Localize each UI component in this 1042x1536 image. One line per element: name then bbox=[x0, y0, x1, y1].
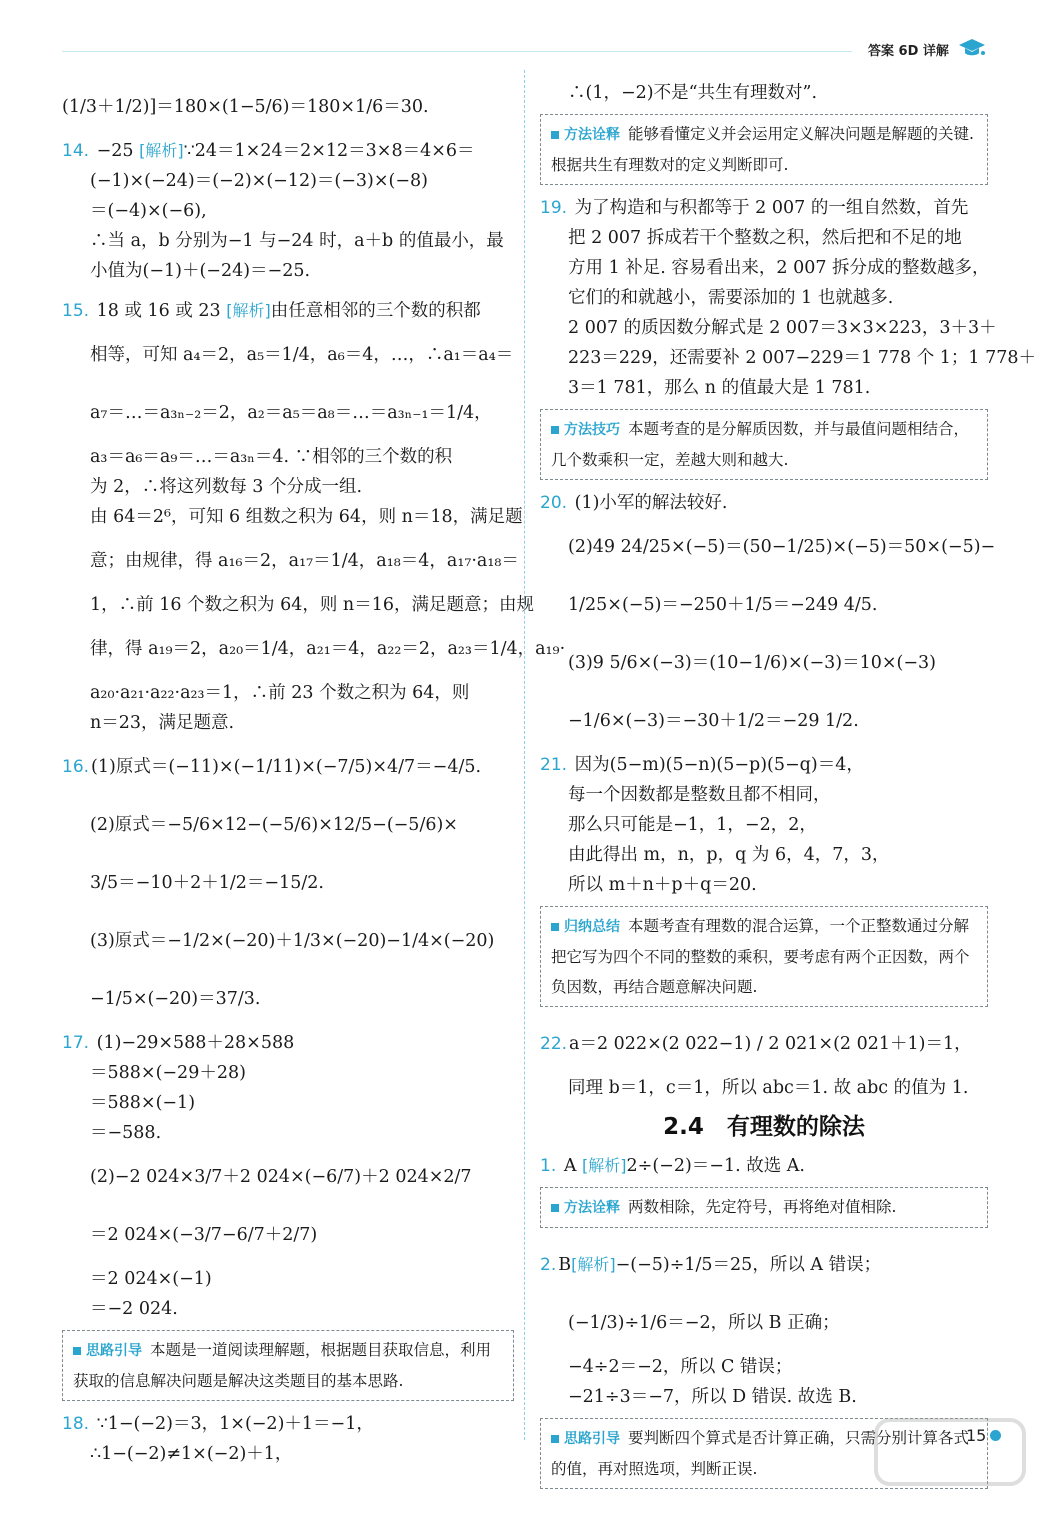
answer-line: 它们的和就越小，需要添加的 1 也就越多. bbox=[568, 288, 894, 308]
answer-line: a₃＝a₆＝a₉＝…＝a₃ₙ＝4. ∵相邻的三个数的积 bbox=[90, 447, 453, 467]
answer-line: ＝2 024×(−3/7−6/7＋2/7) bbox=[90, 1225, 318, 1245]
question-number: 15. bbox=[62, 301, 90, 321]
section-title: 2.4 有理数的除法 bbox=[663, 1114, 865, 1140]
answer-line: ＝(−4)×(−6), bbox=[90, 201, 207, 221]
answer-line: ∴当 a，b 分别为−1 与−24 时，a＋b 的值最小，最 bbox=[90, 231, 504, 251]
answer-line: 由 64＝2⁶，可知 6 组数之积为 64，则 n＝18，满足题 bbox=[90, 507, 523, 527]
answer-line: 把 2 007 拆成若干个整数之积，然后把和不足的地 bbox=[568, 228, 962, 248]
answer-line: 相等，可知 a₄＝2，a₅＝1/4，a₆＝4，…，∴a₁＝a₄＝ bbox=[90, 345, 514, 365]
analysis-tag: [解析] bbox=[571, 1255, 616, 1274]
tip-box bbox=[62, 1330, 514, 1401]
tip-box bbox=[540, 114, 988, 185]
answer-line: 方用 1 补足. 容易看出来，2 007 拆分成的整数越多， bbox=[568, 258, 990, 278]
q16-line bbox=[62, 738, 514, 796]
answer-line: 3＝1 781，那么 n 的值最大是 1 781. bbox=[568, 378, 871, 398]
answer-line: 3/5＝−10＋2＋1/2＝−15/2. bbox=[90, 873, 324, 893]
answer-line: ＝−588. bbox=[90, 1123, 162, 1143]
page-dot-icon bbox=[990, 1430, 1001, 1441]
analysis-tag: [解析] bbox=[226, 301, 271, 320]
answer-line: ∴(1，−2)不是“共生有理数对”. bbox=[568, 83, 818, 103]
answer-line: a₂₀·a₂₁·a₂₂·a₂₃＝1，∴前 23 个数之积为 64，则 bbox=[90, 683, 470, 703]
square-icon bbox=[551, 923, 559, 931]
answer-text: 因为(5−m)(5−n)(5−p)(5−q)＝4， bbox=[574, 755, 864, 775]
answer-text: −(−5)÷1/5＝25，所以 A 错误； bbox=[615, 1255, 882, 1275]
answer-line: (3)原式＝−1/2×(−20)＋1/3×(−20)−1/4×(−20) bbox=[90, 931, 495, 951]
answer-line: 同理 b＝1，c＝1，所以 abc＝1. 故 abc 的值为 1. bbox=[568, 1078, 969, 1098]
answer-line: ∴1−(−2)≠1×(−2)＋1， bbox=[90, 1444, 293, 1464]
answer-line: ＝588×(−1) bbox=[90, 1093, 196, 1113]
tip-box bbox=[540, 409, 988, 480]
tip-text: 本题考查有理数的混合运算，一个正整数通过分解把它写为四个不同的整数的乘积，要考虑有两个正因数，两个负因数，再结合题意解决问题. bbox=[551, 917, 970, 996]
question-number: 19. bbox=[540, 198, 568, 218]
answer-line: (3)9 5/6×(−3)＝(10−1/6)×(−3)＝10×(−3) bbox=[568, 653, 937, 673]
header-rule bbox=[62, 51, 852, 52]
answer-value: −25 bbox=[96, 141, 134, 161]
answer-line: 为 2，∴将这列数每 3 个分成一组. bbox=[90, 477, 363, 497]
answer-text: 由任意相邻的三个数的积都 bbox=[270, 301, 481, 321]
answer-line: 小值为(−1)＋(−24)＝−25. bbox=[90, 261, 311, 281]
answer-line: 律，得 a₁₉＝2，a₂₀＝1/4，a₂₁＝4，a₂₂＝2，a₂₃＝1/4，a₁₉· bbox=[90, 639, 566, 659]
column-divider bbox=[524, 70, 525, 1440]
question-number: 1. bbox=[540, 1156, 557, 1176]
tip-tag-label: 归纳总结 bbox=[564, 919, 620, 935]
answer-line: (1/3＋1/2)]＝180×(1−5/6)＝180×1/6＝30. bbox=[62, 97, 429, 117]
tip-tag bbox=[551, 1193, 620, 1223]
answer-line: −1/5×(−20)＝37/3. bbox=[90, 989, 261, 1009]
answer-line: 意；由规律，得 a₁₆＝2，a₁₇＝1/4，a₁₈＝4，a₁₇·a₁₈＝ bbox=[90, 551, 519, 571]
answer-line: (2)−2 024×3/7＋2 024×(−6/7)＋2 024×2/7 bbox=[90, 1167, 472, 1187]
page-number: 15 bbox=[966, 1426, 987, 1445]
question-number: 16. bbox=[62, 757, 90, 777]
answer-line: (−1/3)÷1/6＝−2，所以 B 正确； bbox=[568, 1313, 840, 1333]
tip-tag bbox=[551, 120, 620, 150]
answer-value: A bbox=[563, 1156, 577, 1176]
watermark-logo bbox=[860, 1412, 1040, 1530]
answer-line: 每一个因数都是整数且都不相同， bbox=[568, 785, 831, 805]
answer-line: 223＝229，还需要补 2 007−229＝1 778 个 1；1 778＋ bbox=[568, 348, 1036, 368]
question-number: 20. bbox=[540, 493, 568, 513]
answer-text: 2÷(−2)＝−1. 故选 A. bbox=[626, 1156, 805, 1176]
square-icon bbox=[551, 1435, 559, 1443]
tip-tag-label: 方法诠释 bbox=[564, 127, 620, 143]
tip-tag-label: 方法诠释 bbox=[564, 1200, 620, 1216]
question-number: 2. bbox=[540, 1255, 557, 1275]
q22-line bbox=[540, 1015, 988, 1073]
left-column bbox=[62, 78, 566, 1469]
graduation-cap-icon bbox=[958, 36, 986, 60]
answer-line: 所以 m＋n＋p＋q＝20. bbox=[568, 875, 757, 895]
answer-line: (2)49 24/25×(−5)＝(50−1/25)×(−5)＝50×(−5)− bbox=[568, 537, 996, 557]
question-number: 14. bbox=[62, 141, 90, 161]
s2-line bbox=[540, 1236, 988, 1294]
tip-tag-label: 思路引导 bbox=[564, 1431, 620, 1447]
analysis-tag: [解析] bbox=[139, 141, 184, 160]
q18-line bbox=[62, 1409, 514, 1439]
answer-line: (−1)×(−24)＝(−2)×(−12)＝(−3)×(−8) bbox=[90, 171, 428, 191]
square-icon bbox=[551, 1204, 559, 1212]
answer-text: ∵24＝1×24＝2×12＝3×8＝4×6＝ bbox=[183, 141, 475, 161]
answer-line: 1，∴前 16 个数之积为 64，则 n＝16，满足题意；由规 bbox=[90, 595, 534, 615]
tip-tag-label: 方法技巧 bbox=[564, 422, 620, 438]
square-icon bbox=[73, 1347, 81, 1355]
answer-line: ＝2 024×(−1) bbox=[90, 1269, 212, 1289]
answer-line: −4÷2＝−2，所以 C 错误； bbox=[568, 1357, 793, 1377]
tip-tag bbox=[551, 912, 620, 942]
answer-line: 那么只可能是−1，1，−2，2， bbox=[568, 815, 817, 835]
square-icon bbox=[551, 131, 559, 139]
tip-text: 两数相除，先定符号，再将绝对值相除. bbox=[628, 1198, 897, 1216]
q17-line bbox=[62, 1028, 514, 1058]
answer-line: 2 007 的质因数分解式是 2 007＝3×3×223，3＋3＋ bbox=[568, 318, 997, 338]
answer-line: ＝−2 024. bbox=[90, 1299, 178, 1319]
tip-tag bbox=[73, 1336, 142, 1366]
answer-line: a₇＝…＝a₃ₙ₋₂＝2，a₂＝a₅＝a₈＝…＝a₃ₙ₋₁＝1/4， bbox=[90, 403, 492, 423]
tip-box bbox=[540, 1187, 988, 1228]
tip-tag bbox=[551, 1424, 620, 1454]
q14-line bbox=[62, 136, 514, 166]
answer-value: B bbox=[558, 1255, 572, 1275]
answer-line: −21÷3＝−7，所以 D 错误. 故选 B. bbox=[568, 1387, 857, 1407]
question-number: 22. bbox=[540, 1034, 568, 1054]
tip-tag-label: 思路引导 bbox=[86, 1343, 142, 1359]
answer-line: 1/25×(−5)＝−250＋1/5＝−249 4/5. bbox=[568, 595, 878, 615]
q15-line bbox=[62, 296, 514, 326]
question-number: 18. bbox=[62, 1414, 90, 1434]
header-label: 答案 6D 详解 bbox=[868, 44, 949, 59]
right-column bbox=[540, 78, 1036, 1497]
tip-text: 能够看懂定义并会运用定义解决问题是解题的关键.根据共生有理数对的定义判断即可. bbox=[551, 125, 974, 174]
s1-line bbox=[540, 1151, 988, 1181]
answer-text: (1)小军的解法较好. bbox=[574, 493, 728, 513]
tip-box bbox=[540, 906, 988, 1007]
question-number: 17. bbox=[62, 1033, 90, 1053]
answer-value: 18 或 16 或 23 bbox=[96, 301, 221, 321]
answer-line: n＝23，满足题意. bbox=[90, 713, 235, 733]
answer-line: ＝588×(−29＋28) bbox=[90, 1063, 246, 1083]
answer-line: (2)原式＝−5/6×12−(−5/6)×12/5−(−5/6)× bbox=[90, 815, 458, 835]
question-number: 21. bbox=[540, 755, 568, 775]
analysis-tag: [解析] bbox=[582, 1156, 627, 1175]
tip-tag bbox=[551, 415, 620, 445]
q19-line bbox=[540, 193, 988, 223]
square-icon bbox=[551, 426, 559, 434]
q20-line bbox=[540, 488, 988, 518]
answer-text: a＝2 022×(2 022−1) / 2 021×(2 021＋1)＝1， bbox=[569, 1034, 972, 1054]
answer-text: ∵1−(−2)＝3，1×(−2)＋1＝−1， bbox=[96, 1414, 374, 1434]
tip-text: 本题是一道阅读理解题，根据题目获取信息，利用获取的信息解决问题是解决这类题目的基本思路. bbox=[73, 1341, 492, 1390]
tip-text: 要判断四个算式是否计算正确，只需分别计算各式的值，再对照选项，判断正误. bbox=[551, 1429, 970, 1478]
answer-text: 为了构造和与积都等于 2 007 的一组自然数，首先 bbox=[574, 198, 969, 218]
answer-text: (1)−29×588＋28×588 bbox=[96, 1033, 295, 1053]
answer-line: 由此得出 m，n，p，q 为 6，4，7，3， bbox=[568, 845, 890, 865]
answer-line: −1/6×(−3)＝−30＋1/2＝−29 1/2. bbox=[568, 711, 859, 731]
tip-text: 本题考查的是分解质因数，并与最值问题相结合，几个数乘积一定，差越大则和越大. bbox=[551, 420, 970, 469]
q21-line bbox=[540, 750, 988, 780]
answer-text: (1)原式＝(−11)×(−1/11)×(−7/5)×4/7＝−4/5. bbox=[91, 757, 482, 777]
